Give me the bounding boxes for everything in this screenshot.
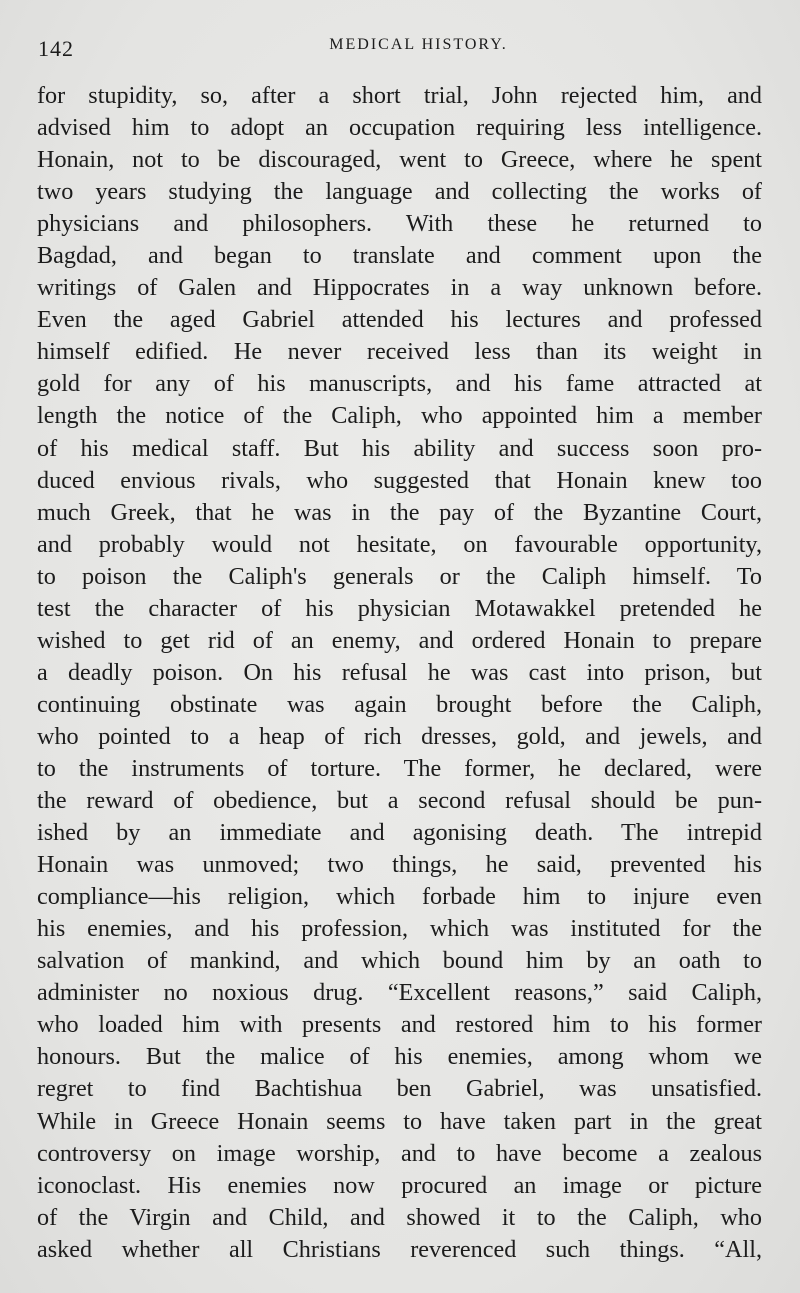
text-line: to poison the Caliph's generals or the Caliph himself. To — [37, 562, 762, 590]
text-line: of the Virgin and Child, and showed it to the Caliph, who — [37, 1203, 762, 1231]
text-line: compliance—his religion, which forbade him to injure even — [37, 883, 762, 911]
text-line: wished to get rid of an enemy, and ordered Honain to prepare — [37, 626, 762, 654]
text-line: length the notice of the Caliph, who appointed him a member — [37, 402, 762, 430]
text-line: himself edified. He never received less than its weight in — [37, 338, 762, 366]
text-line: advised him to adopt an occupation requiring less intelligence. — [37, 114, 762, 142]
text-line: gold for any of his manuscripts, and his fame attracted at — [37, 370, 762, 398]
text-line: much Greek, that he was in the pay of the Byzantine Court, — [37, 498, 762, 526]
text-line: to the instruments of torture. The former, he declared, were — [37, 754, 762, 782]
text-line: regret to find Bachtishua ben Gabriel, was unsatisfied. — [37, 1075, 762, 1103]
text-line: who loaded him with presents and restored him to his former — [37, 1011, 762, 1039]
text-line: Honain was unmoved; two things, he said, prevented his — [37, 851, 762, 879]
text-line: asked whether all Christians reverenced such things. “All, — [37, 1235, 762, 1263]
text-line: controversy on image worship, and to have become a zealous — [37, 1139, 762, 1167]
text-line: administer no noxious drug. “Excellent reasons,” said Caliph, — [37, 979, 762, 1007]
text-line: who pointed to a heap of rich dresses, gold, and jewels, and — [37, 722, 762, 750]
text-line: salvation of mankind, and which bound him by an oath to — [37, 947, 762, 975]
text-line: honours. But the malice of his enemies, among whom we — [37, 1043, 762, 1071]
text-line: of his medical staff. But his ability and success soon pro- — [37, 434, 762, 462]
body-text — [37, 80, 762, 1266]
text-line: two years studying the language and collecting the works of — [37, 178, 762, 206]
text-line: While in Greece Honain seems to have taken part in the great — [37, 1107, 762, 1135]
text-line: test the character of his physician Motawakkel pretended he — [37, 594, 762, 622]
text-line: Bagdad, and began to translate and comment upon the — [37, 242, 762, 270]
text-line: duced envious rivals, who suggested that Honain knew too — [37, 466, 762, 494]
text-line: the reward of obedience, but a second refusal should be pun- — [37, 787, 762, 815]
running-title: MEDICAL HISTORY. — [329, 36, 508, 53]
text-line: a deadly poison. On his refusal he was cast into prison, but — [37, 658, 762, 686]
text-line: ished by an immediate and agonising death. The intrepid — [37, 819, 762, 847]
text-line: Honain, not to be discouraged, went to Greece, where he spent — [37, 146, 762, 174]
text-line: writings of Galen and Hippocrates in a way unknown before. — [37, 274, 762, 302]
text-line: physicians and philosophers. With these he returned to — [37, 210, 762, 238]
text-line: continuing obstinate was again brought before the Caliph, — [37, 690, 762, 718]
text-line: Even the aged Gabriel attended his lectures and professed — [37, 306, 762, 334]
text-line: for stupidity, so, after a short trial, John rejected him, and — [37, 82, 762, 109]
text-line: iconoclast. His enemies now procured an image or picture — [37, 1171, 762, 1199]
text-line: and probably would not hesitate, on favourable opportunity, — [37, 530, 762, 558]
page-number: 142 — [38, 36, 74, 61]
text-line: his enemies, and his profession, which was instituted for the — [37, 915, 762, 943]
running-head — [37, 30, 764, 64]
